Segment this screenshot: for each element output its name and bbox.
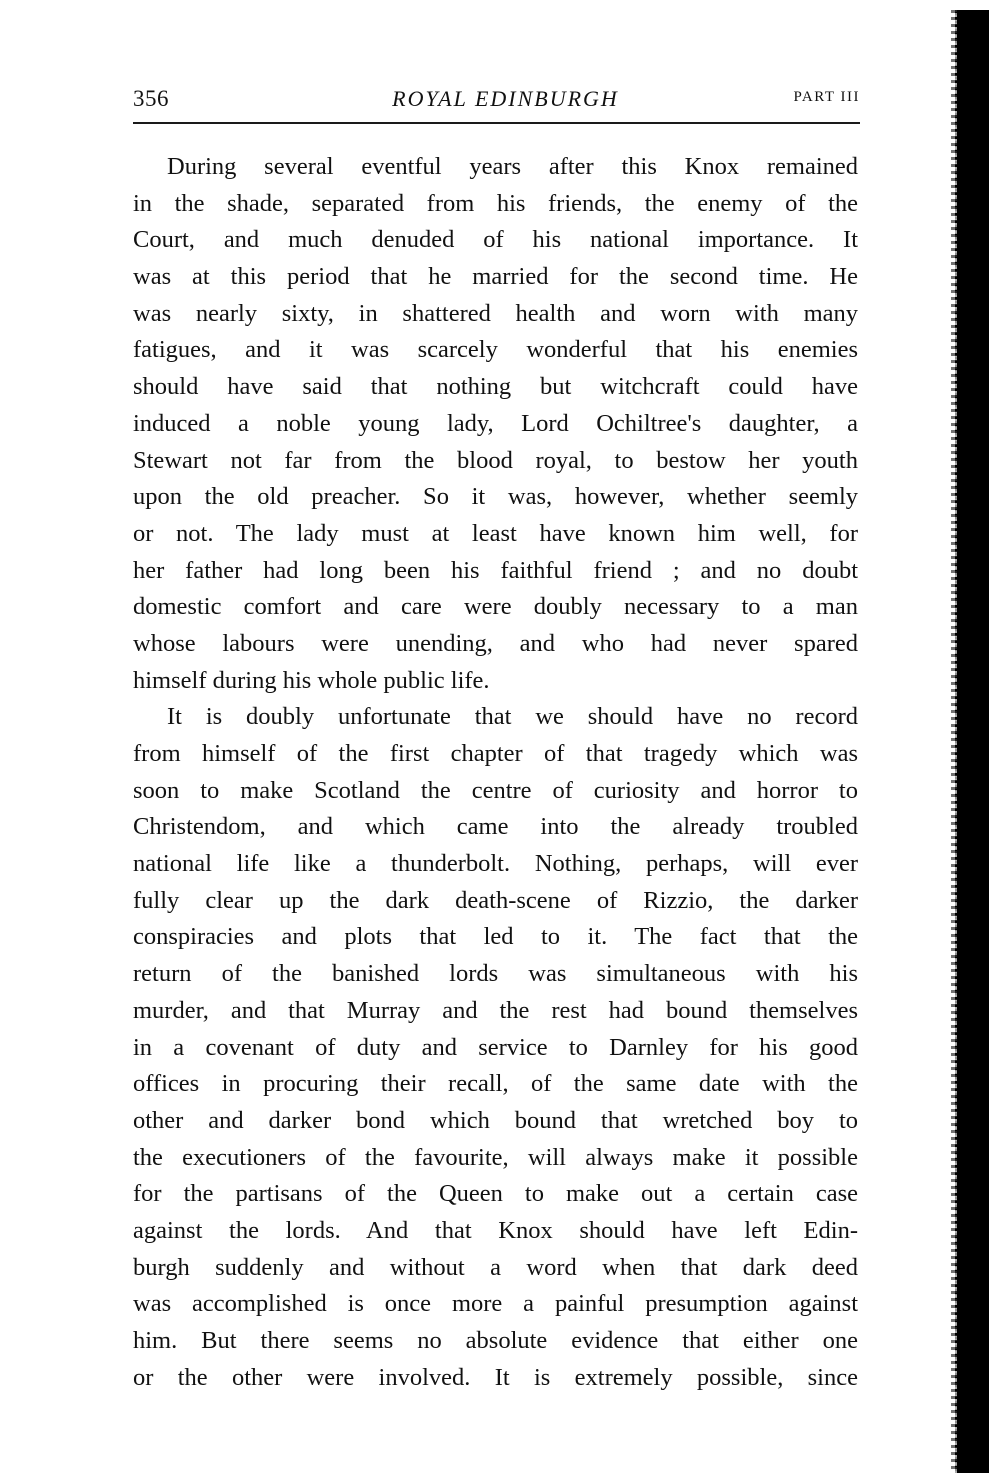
text-line: upon the old preacher. So it was, however, whether seemly xyxy=(133,483,858,511)
text-line: for the partisans of the Queen to make out a certain case xyxy=(133,1180,858,1208)
text-line: burgh suddenly and without a word when that dark deed xyxy=(133,1253,858,1281)
text-line: should have said that nothing but witchcraft could have xyxy=(133,373,858,401)
text-line: fully clear up the dark death-scene of Rizzio, the darker xyxy=(133,886,858,914)
text-line: During several eventful years after this Knox remained xyxy=(167,153,858,180)
text-line: himself during his whole public life. xyxy=(133,666,490,694)
running-title: ROYAL EDINBURGH xyxy=(392,86,619,111)
text-line: or not. The lady must at least have known him well, for xyxy=(133,519,858,547)
body-text xyxy=(133,149,858,1396)
text-line: or the other were involved. It is extremely possible, since xyxy=(133,1363,858,1391)
text-line: conspiracies and plots that led to it. The fact that the xyxy=(133,923,858,951)
page-number: 356 xyxy=(133,86,169,111)
text-line: return of the banished lords was simultaneous with his xyxy=(133,960,858,988)
text-line: offices in procuring their recall, of the same date with the xyxy=(133,1070,858,1098)
text-line: Court, and much denuded of his national importance. It xyxy=(133,226,858,254)
text-line: other and darker bond which bound that wretched boy to xyxy=(133,1106,858,1134)
text-line: from himself of the first chapter of that tragedy which was xyxy=(133,740,858,767)
text-line: soon to make Scotland the centre of curiosity and horror to xyxy=(133,776,858,804)
text-line: against the lords. And that Knox should have left Edin- xyxy=(133,1216,858,1244)
part-label: PART III xyxy=(793,89,860,105)
text-line: in a covenant of duty and service to Darnley for his good xyxy=(133,1033,858,1061)
text-line: the executioners of the favourite, will always make it possible xyxy=(133,1143,858,1171)
text-line: was at this period that he married for the second time. He xyxy=(133,263,858,291)
text-line: whose labours were unending, and who had never spared xyxy=(133,629,858,657)
text-line: was accomplished is once more a painful presumption against xyxy=(133,1290,858,1318)
text-line: her father had long been his faithful friend ; and no doubt xyxy=(133,556,858,584)
text-line: in the shade, separated from his friends, the enemy of the xyxy=(133,189,858,217)
header-rule xyxy=(133,122,860,124)
text-line: It is doubly unfortunate that we should have no record xyxy=(167,703,858,731)
text-line: murder, and that Murray and the rest had bound themselves xyxy=(133,996,858,1024)
text-line: fatigues, and it was scarcely wonderful that his enemies xyxy=(133,336,858,364)
text-line: national life like a thunderbolt. Nothing, perhaps, will ever xyxy=(133,850,858,878)
text-line: domestic comfort and care were doubly necessary to a man xyxy=(133,593,858,621)
text-line: was nearly sixty, in shattered health and worn with many xyxy=(133,299,858,327)
running-head xyxy=(133,86,860,116)
scan-binding-edge xyxy=(955,10,989,1473)
text-line: Stewart not far from the blood royal, to bestow her youth xyxy=(133,446,858,474)
text-line: him. But there seems no absolute evidence that either one xyxy=(133,1327,858,1354)
text-line: induced a noble young lady, Lord Ochiltree's daughter, a xyxy=(133,409,858,437)
text-line: Christendom, and which came into the already troubled xyxy=(133,813,858,841)
